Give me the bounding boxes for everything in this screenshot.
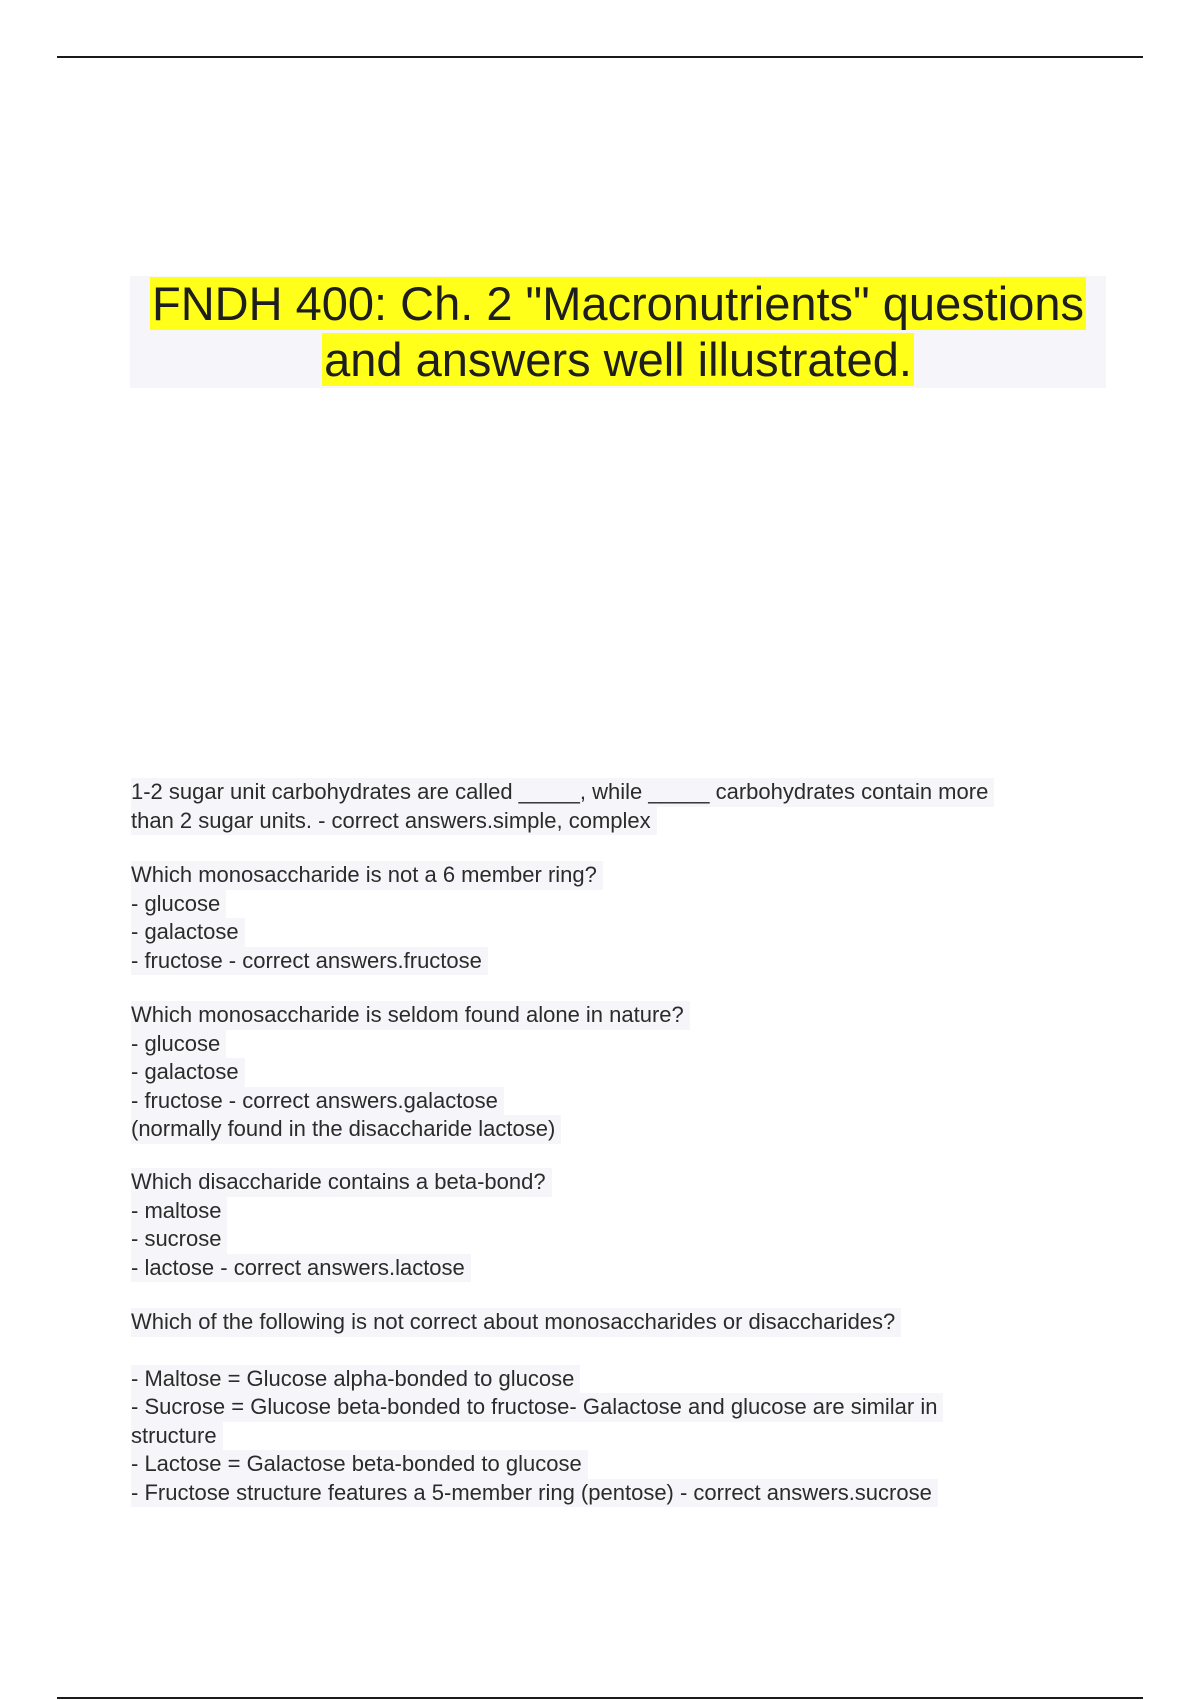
- question-text: Which disaccharide contains a beta-bond?: [131, 1168, 552, 1197]
- answer-text: than 2 sugar units. - correct answers.simple, complex: [131, 807, 657, 836]
- option-item: - galactose: [131, 918, 245, 947]
- document-title: [130, 276, 1106, 388]
- title-line-1: FNDH 400: Ch. 2 "Macronutrients" questions: [152, 277, 1084, 330]
- option-item: - Sucrose = Glucose beta-bonded to fructose- Galactose and glucose are similar in: [131, 1393, 943, 1422]
- option-item-continued: structure: [131, 1422, 223, 1451]
- answer-text: - lactose - correct answers.lactose: [131, 1254, 471, 1283]
- qa-block-3: [131, 1001, 1091, 1144]
- answer-note: (normally found in the disaccharide lactose): [131, 1115, 561, 1144]
- option-item: - Lactose = Galactose beta-bonded to glucose: [131, 1450, 588, 1479]
- question-text: Which monosaccharide is seldom found alone in nature?: [131, 1001, 690, 1030]
- bottom-rule: [57, 1697, 1143, 1699]
- qa-block-4: [131, 1168, 1091, 1282]
- option-item: - maltose: [131, 1197, 227, 1226]
- answer-text: - fructose - correct answers.fructose: [131, 947, 488, 976]
- option-item: - glucose: [131, 890, 226, 919]
- question-text: Which monosaccharide is not a 6 member ring?: [131, 861, 603, 890]
- qa-block-5: [131, 1308, 1091, 1507]
- option-item: - glucose: [131, 1030, 226, 1059]
- option-item: - galactose: [131, 1058, 245, 1087]
- question-text: 1-2 sugar unit carbohydrates are called _____, while _____ carbohydrates contain more: [131, 778, 994, 807]
- option-item: - Maltose = Glucose alpha-bonded to glucose: [131, 1365, 580, 1394]
- title-line-2: and answers well illustrated.: [324, 333, 912, 386]
- answer-text: - Fructose structure features a 5-member ring (pentose) - correct answers.sucrose: [131, 1479, 938, 1508]
- qa-block-2: [131, 861, 1091, 975]
- question-text: Which of the following is not correct about monosaccharides or disaccharides?: [131, 1308, 901, 1337]
- top-rule: [57, 56, 1143, 58]
- answer-text: - fructose - correct answers.galactose: [131, 1087, 504, 1116]
- option-item: - sucrose: [131, 1225, 227, 1254]
- qa-block-1: [131, 778, 1091, 835]
